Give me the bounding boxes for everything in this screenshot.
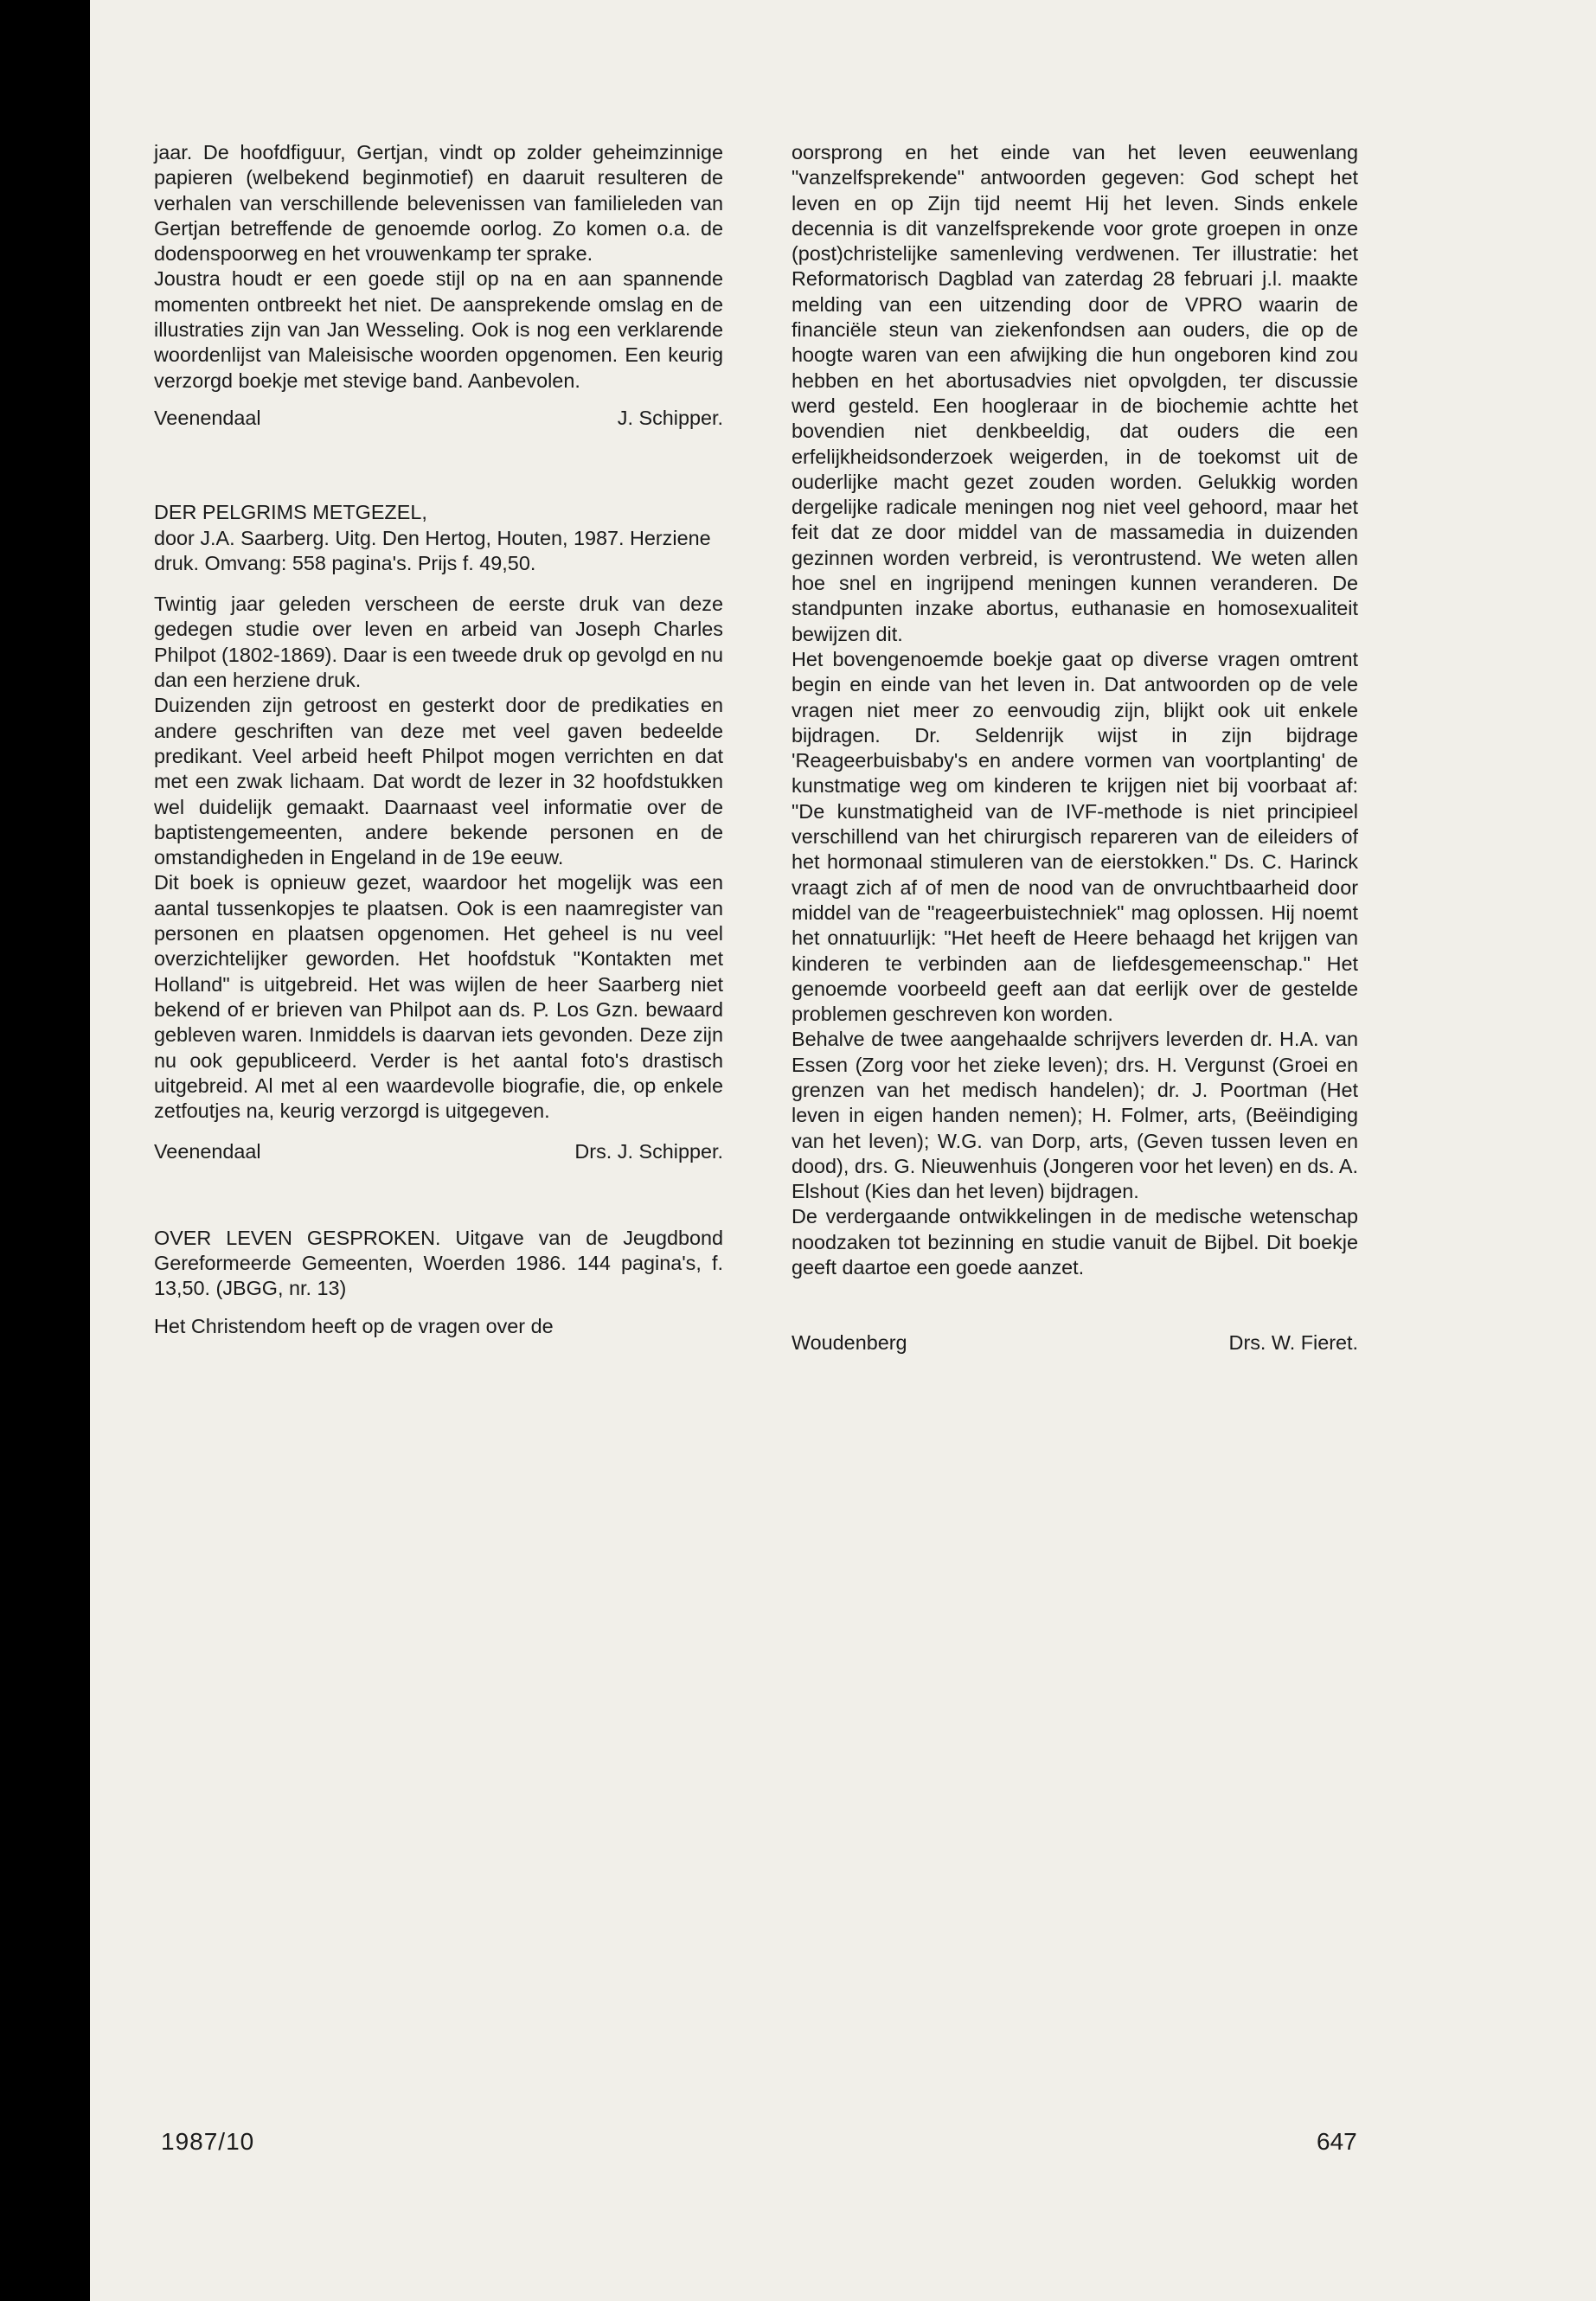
paragraph: Joustra houdt er een goede stijl op na en aan spannende momenten ontbreekt het niet. De aansprekende omslag en de illustraties zijn van Jan Wesseling. Ook is nog een verklarende woordenlijst van Maleisische woorden opgenomen. Een keurig verzorgd boekje met stevige band. Aanbevolen. (154, 267, 723, 392)
paragraph: Twintig jaar geleden verscheen de eerste druk van deze gedegen studie over leven en arbeid van Joseph Charles Philpot (1802-1869). Daar is een tweede druk op gevolgd en nu dan een herziene druk. (154, 593, 723, 692)
paragraph: oorsprong en het einde van het leven eeuwenlang "vanzelfsprekende" antwoorden gegeven: God schept het leven en op Zijn tijd neemt Hij het leven. Sinds enkele decennia is dit vanzelfsprekende voor grote groepen in onze (post)christelijke samenleving verdwenen. Ter illustratie: het Reformatorisch Dagblad van zaterdag 28 februari j.l. maakte melding van een uitzending door de VPRO waarin de financiële steun van ziekenfondsen aan ouders, die op de hoogte waren van een afwijking die hun ongeboren kind zou hebben en het abortusadvies niet opvolgden, ter discussie werd gesteld. Een hoogleraar in de biochemie achtte het bovendien niet denkbeeldig, dat ouders die een erfelijkheidsonderzoek weigerden, in de toekomst uit de ouderlijke macht gezet zouden worden. Gelukkig worden dergelijke radicale meningen nog niet veel gehoord, maar het feit dat ze door middel van de massamedia in duizenden gezinnen worden verbreid, is verontrustend. We weten allen hoe snel en ingrijpend meningen kunnen veranderen. De standpunten inzake abortus, euthanasie en homosexualiteit bewijzen dit. (792, 141, 1358, 645)
signature-name: Drs. W. Fieret. (1228, 1331, 1358, 1355)
signature-place: Veenendaal (154, 1140, 261, 1163)
paragraph: Behalve de twee aangehaalde schrijvers leverden dr. H.A. van Essen (Zorg voor het zieke leven); drs. H. Vergunst (Groei en grenzen van het medisch handelen); dr. J. Poortman (Het leven in eigen handen nemen); H. Folmer, arts, (Beëindiging van het leven); W.G. van Dorp, arts, (Geven tussen leven en dood), drs. G. Nieuwenhuis (Jongeren voor het leven) en ds. A. Elshout (Kies dan het leven) bijdragen. (792, 1028, 1358, 1203)
signature-name: Drs. J. Schipper. (574, 1140, 723, 1163)
signature (792, 1330, 1358, 1356)
signature (154, 1139, 723, 1164)
paragraph: Dit boek is opnieuw gezet, waardoor het mogelijk was een aantal tussenkopjes te plaatsen. Ook is een naamregister van personen en plaatsen opgenomen. Het geheel is nu veel overzichtelijker geworden. Het hoofdstuk "Kontakten met Holland" is uitgebreid. Het was wijlen de heer Saarberg niet bekend of er brieven van Philpot aan ds. P. Los Gzn. bewaard gebleven waren. Inmiddels is daarvan iets gevonden. Deze zijn nu ook gepubliceerd. Verder is het aantal foto's drastisch uitgebreid. Al met al een waardevolle biografie, die, op enkele zetfoutjes na, keurig verzorgd is uitgegeven. (154, 871, 723, 1123)
right-column (792, 140, 1358, 1356)
review-title: DER PELGRIMS METGEZEL, (154, 501, 427, 524)
review-intro: OVER LEVEN GESPROKEN. Uitgave van de Jeugdbond Gereformeerde Gemeenten, Woerden 1986. 144 pagina's, f. 13,50. (JBGG, nr. 13) (154, 1226, 723, 1300)
issue-number: 1987/10 (161, 2128, 255, 2155)
page-number: 647 (1317, 2128, 1357, 2155)
signature-place: Woudenberg (792, 1331, 907, 1355)
signature (154, 406, 723, 431)
paragraph: jaar. De hoofdfiguur, Gertjan, vindt op zolder geheimzinnige papieren (welbekend beginmotief) en daaruit resulteren de verhalen van verschillende belevenissen van familieleden van Gertjan betreffende de genoemde oorlog. Zo komen o.a. de dodenspoorweg en het vrouwenkamp ter sprake. (154, 141, 723, 266)
paragraph: De verdergaande ontwikkelingen in de medische wetenschap noodzaken tot bezinning en studie vanuit de Bijbel. Dit boekje geeft daartoe een goede aanzet. (792, 1205, 1358, 1279)
magazine-page (90, 0, 1596, 2301)
paragraph: Het Christendom heeft op de vragen over de (154, 1314, 554, 1337)
signature-place: Veenendaal (154, 406, 261, 429)
paragraph: Duizenden zijn getroost en gesterkt door de predikaties en andere geschriften van deze met veel gaven bedeelde predikant. Veel arbeid heeft Philpot mogen verrichten en dat met een zwak lichaam. Dat wordt de lezer in 32 hoofdstukken wel duidelijk gemaakt. Daarnaast veel informatie over de baptistengemeenten, andere bekende personen en de omstandigheden in Engeland in de 19e eeuw. (154, 694, 723, 869)
signature-name: J. Schipper. (617, 406, 723, 429)
paragraph: Het bovengenoemde boekje gaat op diverse vragen omtrent begin en einde van het leven in. Dat antwoorden op de vele vragen niet meer zo eenvoudig zijn, blijkt ook uit enkele bijdragen. Dr. Seldenrijk wijst in zijn bijdrage 'Reageerbuisbaby's en andere vormen van voortplanting' de kunstmatige weg om kinderen te krijgen niet bij voorbaat af: "De kunstmatigheid van de IVF-methode is niet principieel verschillend van het chirurgisch repareren van de eileiders of het hormonaal stimuleren van de eierstokken." Ds. C. Harinck vraagt zich af of men de nood van de onvruchtbaarheid door middel van de "reageerbuistechniek" mag oplossen. Hij noemt het onnatuurlijk: "Het heeft de Heere behaagd het krijgen van kinderen te verbinden aan de liefdesgemeenschap." Het genoemde voorbeeld geeft aan dat eerlijk over de gestelde problemen geschreven kon worden. (792, 647, 1358, 1026)
review-meta: door J.A. Saarberg. Uitg. Den Hertog, Houten, 1987. Herziene druk. Omvang: 558 pagina's. Prijs f. 49,50. (154, 526, 711, 574)
left-column (154, 140, 723, 1339)
